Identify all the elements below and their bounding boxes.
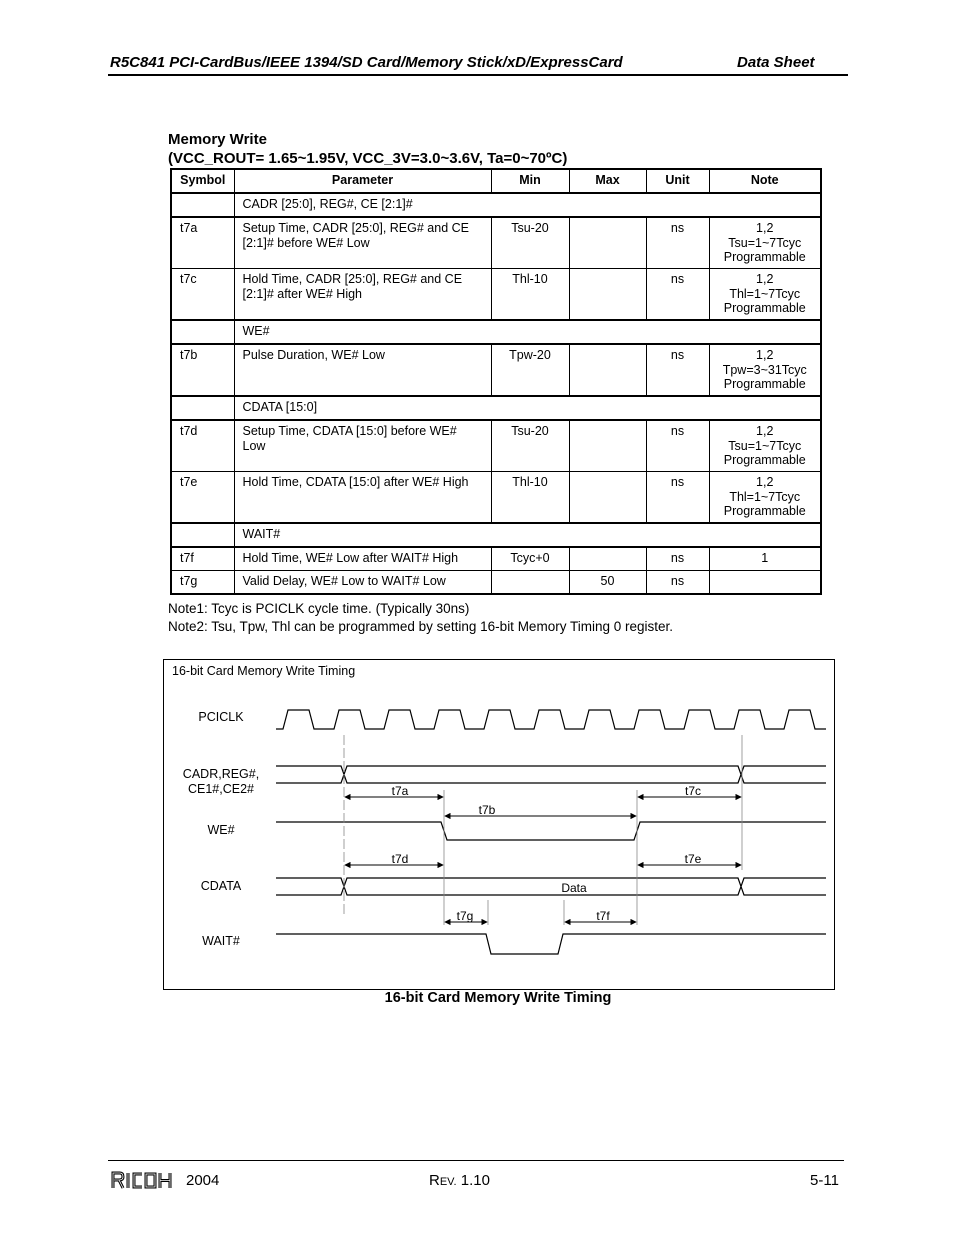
group-label: CADR [25:0], REG#, CE [2:1]# bbox=[234, 193, 821, 217]
cell-symbol: t7a bbox=[171, 217, 234, 269]
cell-note bbox=[709, 269, 821, 321]
group-row bbox=[171, 523, 821, 547]
doc-title: R5C841 PCI-CardBus/IEEE 1394/SD Card/Memory Stick/xD/ExpressCard bbox=[110, 54, 623, 71]
table-row bbox=[171, 420, 821, 472]
cell-symbol: t7c bbox=[171, 269, 234, 321]
col-header: Parameter bbox=[234, 169, 491, 193]
signal-label-pciclk: PCICLK bbox=[198, 710, 244, 724]
cadr-bus-waveform bbox=[276, 766, 826, 783]
cell-parameter: Hold Time, CADR [25:0], REG# and CE [2:1]# after WE# High bbox=[234, 269, 491, 321]
note-line: Thl=1~7Tcyc bbox=[729, 489, 801, 504]
group-row bbox=[171, 193, 821, 217]
cell-parameter: Setup Time, CDATA [15:0] before WE# Low bbox=[234, 420, 491, 472]
cell-note bbox=[709, 420, 821, 472]
we-waveform bbox=[276, 822, 826, 840]
note-line: 1,2 bbox=[756, 424, 774, 438]
col-header: Note bbox=[709, 169, 821, 193]
cell-parameter: Hold Time, CDATA [15:0] after WE# High bbox=[234, 472, 491, 524]
cell-unit: ns bbox=[646, 547, 709, 571]
table-row bbox=[171, 472, 821, 524]
note-line: Tsu=1~7Tcyc bbox=[728, 235, 802, 250]
signal-label-ce: CE1#,CE2# bbox=[187, 782, 255, 796]
t7a-label: t7a bbox=[391, 784, 409, 798]
cdata-bus-waveform bbox=[276, 878, 826, 895]
table-row bbox=[171, 344, 821, 396]
footer-page-number: 5-11 bbox=[810, 1172, 839, 1189]
cell-unit: ns bbox=[646, 269, 709, 321]
footer-year: 2004 bbox=[186, 1172, 220, 1189]
cell-note bbox=[709, 217, 821, 269]
cell-min: Tsu-20 bbox=[491, 420, 569, 472]
timing-spec-table bbox=[170, 168, 822, 595]
signal-label-we: WE# bbox=[207, 823, 235, 837]
note-line: 1,2 bbox=[756, 475, 774, 489]
cell-max bbox=[569, 269, 646, 321]
cell-note bbox=[709, 547, 821, 571]
cell-unit: ns bbox=[646, 420, 709, 472]
figure-caption: 16-bit Card Memory Write Timing bbox=[384, 990, 612, 1006]
cell-parameter: Setup Time, CADR [25:0], REG# and CE [2:1]# before WE# Low bbox=[234, 217, 491, 269]
note-2: Note2: Tsu, Tpw, Thl can be programmed by setting 16-bit Memory Timing 0 register. bbox=[168, 619, 673, 634]
cell-note bbox=[709, 472, 821, 524]
t7b-label: t7b bbox=[478, 803, 496, 817]
cell-unit: ns bbox=[646, 217, 709, 269]
table-row bbox=[171, 547, 821, 571]
group-row bbox=[171, 396, 821, 420]
group-symbol-cell bbox=[171, 320, 234, 344]
timing-diagram-svg bbox=[164, 660, 834, 989]
t7e-label: t7e bbox=[684, 852, 702, 866]
note-line: Tsu=1~7Tcyc bbox=[728, 438, 802, 453]
cell-unit: ns bbox=[646, 344, 709, 396]
timing-diagram bbox=[163, 659, 835, 990]
cell-symbol: t7g bbox=[171, 571, 234, 595]
note-line: 1,2 bbox=[756, 221, 774, 235]
group-row bbox=[171, 320, 821, 344]
note-line: Thl=1~7Tcyc bbox=[729, 286, 801, 301]
wait-waveform bbox=[276, 934, 826, 954]
cell-parameter: Pulse Duration, WE# Low bbox=[234, 344, 491, 396]
cell-min: Tpw-20 bbox=[491, 344, 569, 396]
table-header-row bbox=[171, 169, 821, 193]
header-rule bbox=[108, 74, 848, 76]
cell-min: Tcyc+0 bbox=[491, 547, 569, 571]
doc-type: Data Sheet bbox=[737, 54, 815, 71]
cell-unit: ns bbox=[646, 571, 709, 595]
group-symbol-cell bbox=[171, 193, 234, 217]
signal-label-cdata: CDATA bbox=[200, 879, 242, 893]
rev-prefix: R bbox=[429, 1172, 440, 1189]
table-row bbox=[171, 571, 821, 595]
cell-symbol: t7e bbox=[171, 472, 234, 524]
pciclk-waveform bbox=[276, 710, 826, 729]
table-row bbox=[171, 269, 821, 321]
note-line: Tpw=3~31Tcyc bbox=[722, 362, 807, 377]
note-line: 1,2 bbox=[756, 272, 774, 286]
cell-symbol: t7b bbox=[171, 344, 234, 396]
cell-max bbox=[569, 472, 646, 524]
diagram-title: 16-bit Card Memory Write Timing bbox=[172, 664, 356, 678]
footer-rule bbox=[108, 1160, 844, 1161]
rev-smallcaps: EV. bbox=[439, 1176, 457, 1188]
group-symbol-cell bbox=[171, 523, 234, 547]
note-line: Programmable bbox=[723, 504, 806, 518]
cell-max bbox=[569, 547, 646, 571]
cell-min: Tsu-20 bbox=[491, 217, 569, 269]
note-line: Programmable bbox=[723, 453, 806, 467]
col-header: Symbol bbox=[171, 169, 234, 193]
table-row bbox=[171, 217, 821, 269]
data-label: Data bbox=[561, 881, 587, 895]
note-line: Programmable bbox=[723, 250, 806, 264]
group-label: CDATA [15:0] bbox=[234, 396, 821, 420]
col-header: Max bbox=[569, 169, 646, 193]
section-conditions: (VCC_ROUT= 1.65~1.95V, VCC_3V=3.0~3.6V, Ta=0~70ºC) bbox=[168, 150, 568, 167]
note-line: Programmable bbox=[723, 377, 806, 391]
cell-symbol: t7f bbox=[171, 547, 234, 571]
cell-parameter: Valid Delay, WE# Low to WAIT# Low bbox=[234, 571, 491, 595]
col-header: Min bbox=[491, 169, 569, 193]
cell-parameter: Hold Time, WE# Low after WAIT# High bbox=[234, 547, 491, 571]
cell-unit: ns bbox=[646, 472, 709, 524]
cell-note bbox=[709, 344, 821, 396]
note-1: Note1: Tcyc is PCICLK cycle time. (Typically 30ns) bbox=[168, 601, 470, 616]
note-line: 1,2 bbox=[756, 348, 774, 362]
group-label: WE# bbox=[234, 320, 821, 344]
note-line: Programmable bbox=[723, 301, 806, 315]
t7d-label: t7d bbox=[391, 852, 409, 866]
signal-label-cadr: CADR,REG#, bbox=[182, 767, 260, 781]
col-header: Unit bbox=[646, 169, 709, 193]
cell-min bbox=[491, 571, 569, 595]
signal-label-wait: WAIT# bbox=[202, 934, 240, 948]
group-symbol-cell bbox=[171, 396, 234, 420]
cell-max: 50 bbox=[569, 571, 646, 595]
t7f-label: t7f bbox=[596, 909, 610, 923]
footer-revision bbox=[429, 1172, 490, 1189]
rev-number: 1.10 bbox=[460, 1172, 490, 1189]
note-line: 1 bbox=[761, 551, 769, 565]
cell-min: Thl-10 bbox=[491, 269, 569, 321]
cell-max bbox=[569, 217, 646, 269]
cell-note bbox=[709, 571, 821, 595]
section-title: Memory Write bbox=[168, 131, 267, 148]
group-label: WAIT# bbox=[234, 523, 821, 547]
cell-max bbox=[569, 420, 646, 472]
t7c-label: t7c bbox=[684, 784, 702, 798]
cell-symbol: t7d bbox=[171, 420, 234, 472]
ricoh-logo bbox=[111, 1170, 173, 1195]
cell-max bbox=[569, 344, 646, 396]
cell-min: Thl-10 bbox=[491, 472, 569, 524]
t7g-label: t7g bbox=[456, 909, 474, 923]
